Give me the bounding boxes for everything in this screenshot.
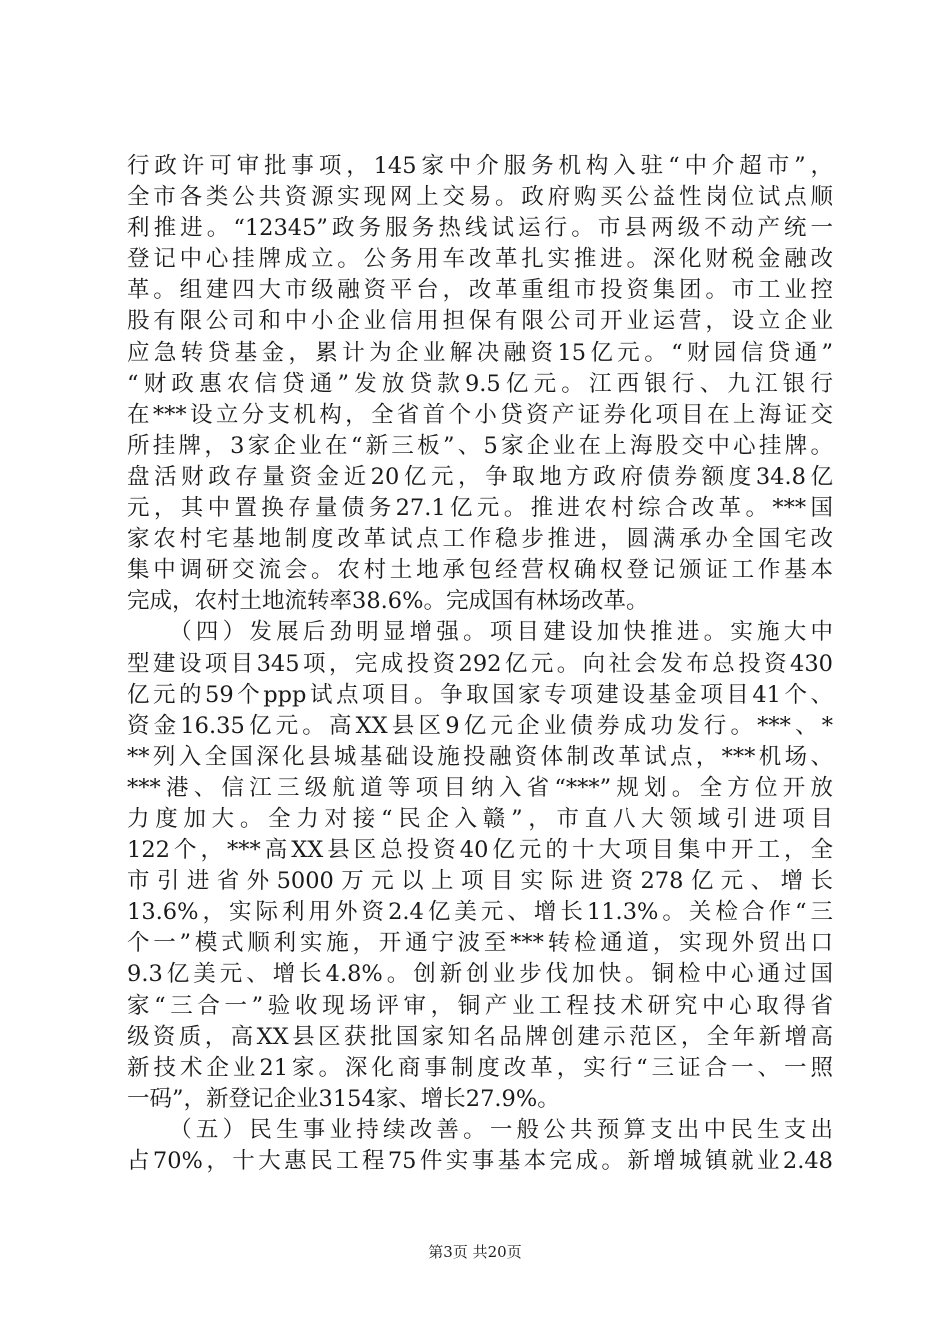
text-line: 完成，农村土地流转率38.6%。完成国有林场改革。 (127, 588, 649, 615)
text-line: 122个，***高XX县区总投资40亿元的十大项目集中开工，全 (127, 837, 833, 864)
text-line: 应急转贷基金，累计为企业解决融资15亿元。“财园信贷通” (127, 339, 833, 366)
text-line: 亿元的59个ppp试点项目。争取国家专项建设基金项目41个、 (127, 681, 833, 708)
text-line: 级资质，高XX县区获批国家知名品牌创建示范区，全年新增高 (127, 1023, 833, 1050)
text-line: 市引进省外5000万元以上项目实际进资278亿元、增长 (127, 868, 833, 895)
text-line: “财政惠农信贷通”发放贷款9.5亿元。江西银行、九江银行 (127, 370, 833, 397)
body-text (127, 151, 833, 1177)
text-line: 新技术企业21家。深化商事制度改革，实行“三证合一、一照 (127, 1054, 833, 1081)
text-line: （五）民生事业持续改善。一般公共预算支出中民生支出 (127, 1116, 833, 1143)
text-line: 集中调研交流会。农村土地承包经营权确权登记颁证工作基本 (127, 557, 833, 584)
text-line: 革。组建四大市级融资平台，改革重组市投资集团。市工业控 (127, 277, 833, 304)
text-line: 盘活财政存量资金近20亿元，争取地方政府债券额度34.8亿 (127, 463, 833, 490)
text-line: 股有限公司和中小企业信用担保有限公司开业运营，设立企业 (127, 308, 833, 335)
text-line: 元，其中置换存量债务27.1亿元。推进农村综合改革。***国 (127, 495, 833, 522)
text-line: 在***设立分支机构，全省首个小贷资产证券化项目在上海证交 (127, 401, 833, 428)
text-line: 登记中心挂牌成立。公务用车改革扎实推进。深化财税金融改 (127, 246, 833, 273)
text-line: 全市各类公共资源实现网上交易。政府购买公益性岗位试点顺 (127, 184, 833, 211)
text-line: 个一”模式顺利实施，开通宁波至***转检通道，实现外贸出口 (127, 930, 833, 957)
text-line: 一码”，新登记企业3154家、增长27.9%。 (127, 1085, 560, 1112)
text-line: 利推进。“12345”政务服务热线试运行。市县两级不动产统一 (127, 215, 833, 242)
text-line: 9.3亿美元、增长4.8%。创新创业步伐加快。铜检中心通过国 (127, 961, 833, 988)
text-line: 13.6%，实际利用外资2.4亿美元、增长11.3%。关检合作“三 (127, 899, 833, 926)
text-line: 行政许可审批事项，145家中介服务机构入驻“中介超市”， (127, 153, 833, 179)
page-footer: 第3页 共20页 (428, 1243, 522, 1261)
text-line: **列入全国深化县城基础设施投融资体制改革试点，***机场、 (127, 743, 833, 770)
text-line: 资金16.35亿元。高XX县区9亿元企业债券成功发行。***、* (127, 712, 833, 739)
text-line: （四）发展后劲明显增强。项目建设加快推进。实施大中 (127, 619, 833, 646)
text-line: 所挂牌，3家企业在“新三板”、5家企业在上海股交中心挂牌。 (127, 432, 833, 459)
text-line: 力度加大。全力对接“民企入赣”，市直八大领域引进项目 (127, 805, 833, 832)
text-line: 家农村宅基地制度改革试点工作稳步推进，圆满承办全国宅改 (127, 526, 833, 553)
text-line: 型建设项目345项，完成投资292亿元。向社会发布总投资430 (127, 650, 833, 677)
text-line: 占70%，十大惠民工程75件实事基本完成。新增城镇就业2.48 (127, 1148, 833, 1174)
text-line: ***港、信江三级航道等项目纳入省“***”规划。全方位开放 (127, 774, 833, 801)
text-line: 家“三合一”验收现场评审，铜产业工程技术研究中心取得省 (127, 992, 833, 1019)
